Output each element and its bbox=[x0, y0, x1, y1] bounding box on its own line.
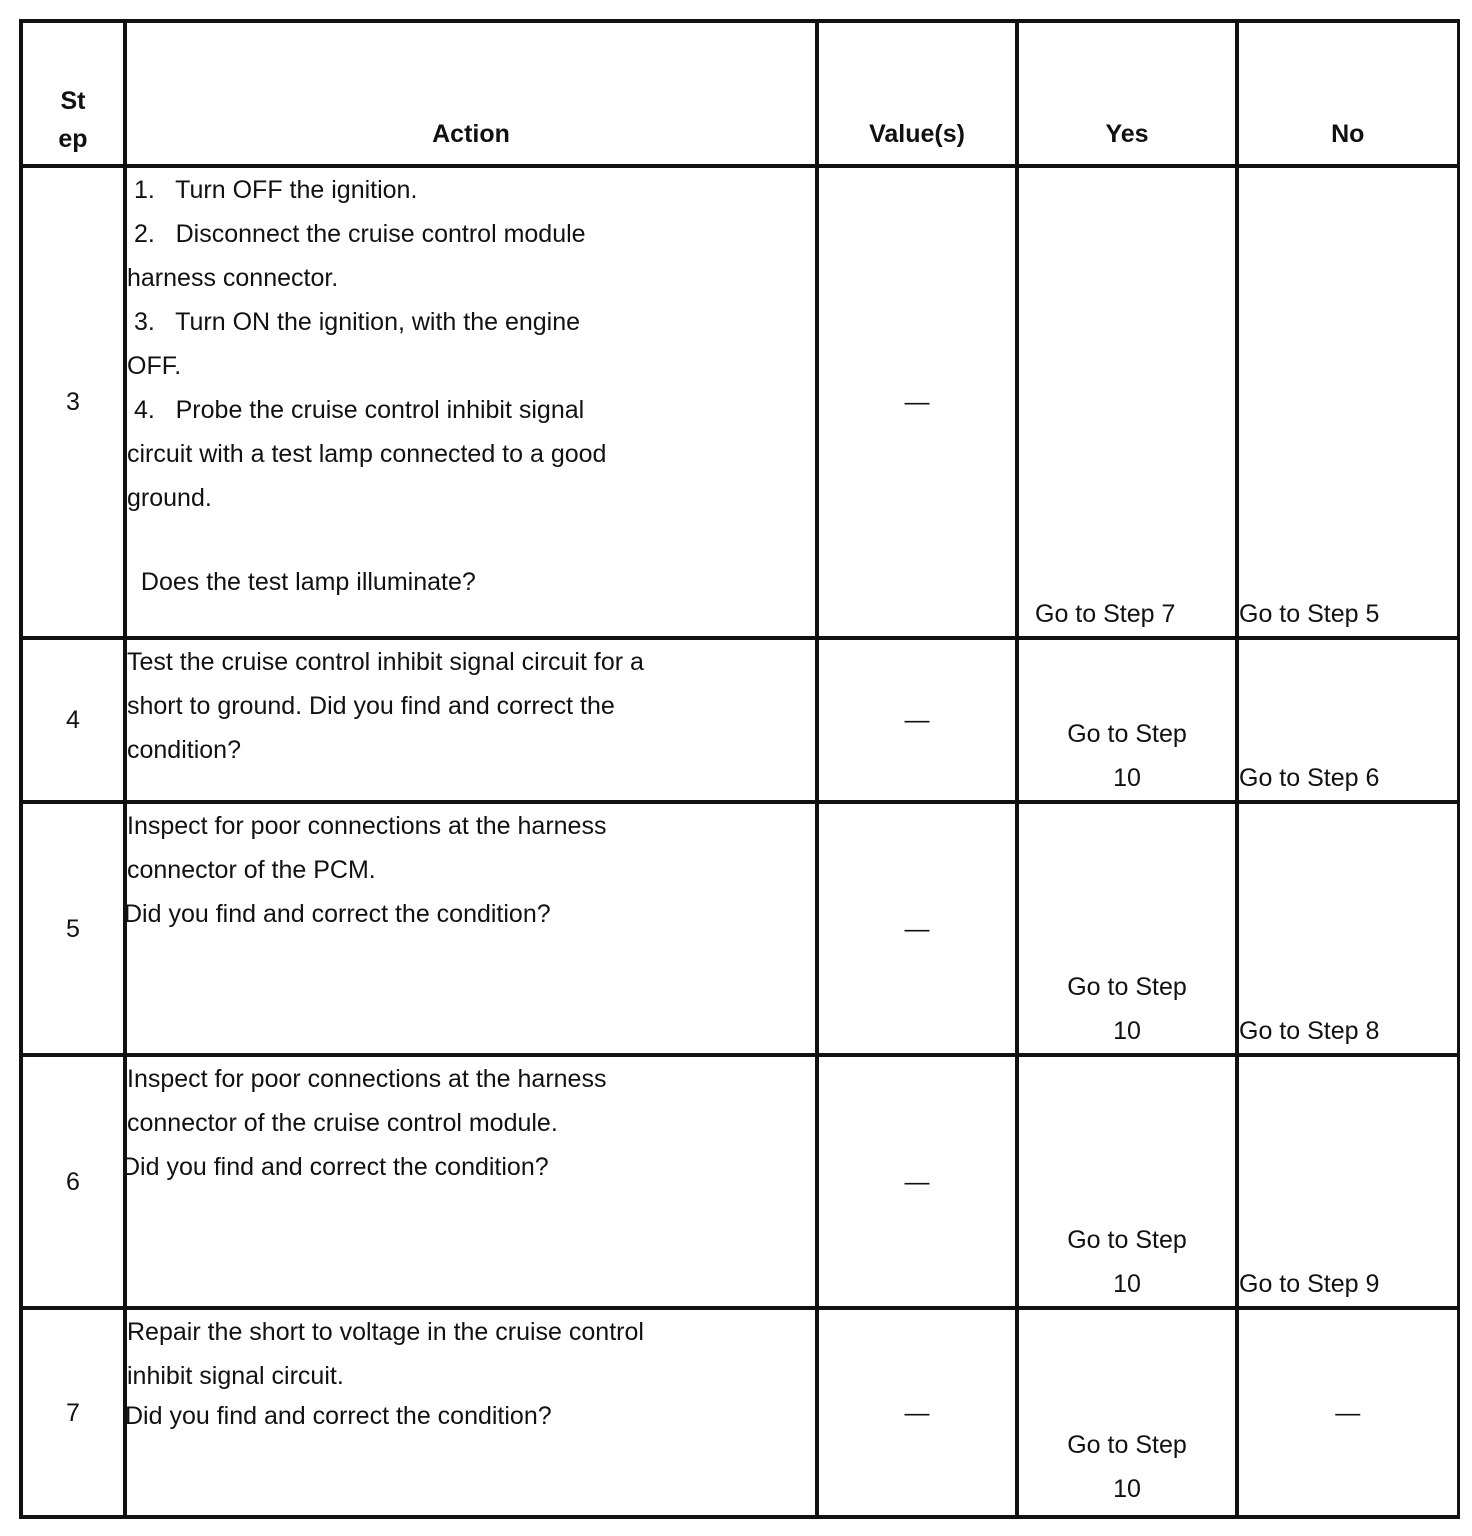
header-row bbox=[21, 21, 1458, 166]
action-cell bbox=[125, 1308, 817, 1517]
action-question: Does the test lamp illuminate? bbox=[127, 568, 476, 596]
yes-line: 10 bbox=[1113, 1270, 1141, 1298]
action-line: Test the cruise control inhibit signal circuit for a bbox=[127, 648, 644, 676]
no-cell: Go to Step 6 bbox=[1237, 638, 1458, 802]
diagnostic-steps-table bbox=[19, 19, 1460, 1519]
yes-cell bbox=[1017, 1055, 1237, 1308]
yes-cell bbox=[1017, 638, 1237, 802]
diagnostic-table-container bbox=[19, 19, 1460, 1519]
action-line: Inspect for poor connections at the harness bbox=[127, 1065, 607, 1093]
action-column-header: Action bbox=[125, 21, 817, 166]
action-line: short to ground. Did you find and correct the bbox=[127, 692, 615, 720]
yes-cell bbox=[1017, 1308, 1237, 1517]
value-cell: — bbox=[817, 166, 1017, 638]
yes-line: 10 bbox=[1113, 764, 1141, 792]
spacer bbox=[127, 520, 815, 560]
action-cell bbox=[125, 638, 817, 802]
action-line: harness connector. bbox=[127, 264, 339, 292]
no-cell: — bbox=[1237, 1308, 1458, 1517]
step-header-line-1: St bbox=[60, 87, 86, 115]
step-number: 5 bbox=[21, 802, 125, 1055]
action-line: Did you find and correct the condition? bbox=[125, 1402, 552, 1430]
action-line: condition? bbox=[127, 736, 241, 764]
value-cell: — bbox=[817, 638, 1017, 802]
value-column-header: Value(s) bbox=[817, 21, 1017, 166]
no-cell: Go to Step 8 bbox=[1237, 802, 1458, 1055]
yes-column-header: Yes bbox=[1017, 21, 1237, 166]
action-line: connector of the PCM. bbox=[127, 856, 376, 884]
action-line: Did you find and correct the condition? bbox=[124, 900, 551, 928]
action-line: 2. Disconnect the cruise control module bbox=[127, 220, 586, 248]
table-row bbox=[21, 166, 1458, 638]
action-line: Repair the short to voltage in the cruise control bbox=[127, 1318, 644, 1346]
yes-line: Go to Step bbox=[1067, 720, 1187, 748]
action-line: 1. Turn OFF the ignition. bbox=[127, 176, 418, 204]
action-line: circuit with a test lamp connected to a good bbox=[127, 440, 607, 468]
action-line: OFF. bbox=[127, 352, 182, 380]
table-row bbox=[21, 1055, 1458, 1308]
action-line: Did you find and correct the condition? bbox=[122, 1153, 549, 1181]
action-line: 3. Turn ON the ignition, with the engine bbox=[127, 308, 581, 336]
action-line: connector of the cruise control module. bbox=[127, 1109, 558, 1137]
value-cell: — bbox=[817, 1055, 1017, 1308]
yes-line: Go to Step bbox=[1067, 973, 1187, 1001]
table-row bbox=[21, 638, 1458, 802]
action-cell bbox=[122, 1055, 817, 1308]
step-number: 3 bbox=[21, 166, 125, 638]
action-line: 4. Probe the cruise control inhibit signal bbox=[127, 396, 585, 424]
step-number: 6 bbox=[21, 1055, 125, 1308]
yes-cell: Go to Step 7 bbox=[1017, 166, 1237, 638]
action-line: Inspect for poor connections at the harness bbox=[127, 812, 607, 840]
table-row bbox=[21, 1308, 1458, 1517]
action-cell bbox=[125, 802, 817, 1055]
action-cell bbox=[125, 166, 817, 638]
yes-line: Go to Step bbox=[1067, 1226, 1187, 1254]
yes-cell bbox=[1017, 802, 1237, 1055]
no-column-header: No bbox=[1237, 21, 1458, 166]
yes-line: 10 bbox=[1113, 1017, 1141, 1045]
yes-line: Go to Step bbox=[1067, 1431, 1187, 1459]
action-line: inhibit signal circuit. bbox=[127, 1362, 344, 1390]
step-column-header bbox=[21, 21, 125, 166]
step-number: 4 bbox=[21, 638, 125, 802]
value-cell: — bbox=[817, 1308, 1017, 1517]
table-row bbox=[21, 802, 1458, 1055]
step-header-line-2: ep bbox=[58, 125, 88, 153]
no-cell: Go to Step 9 bbox=[1237, 1055, 1458, 1308]
step-number: 7 bbox=[21, 1308, 125, 1517]
value-cell: — bbox=[817, 802, 1017, 1055]
no-cell: Go to Step 5 bbox=[1237, 166, 1458, 638]
yes-line: 10 bbox=[1113, 1475, 1141, 1503]
action-line: ground. bbox=[127, 484, 212, 512]
